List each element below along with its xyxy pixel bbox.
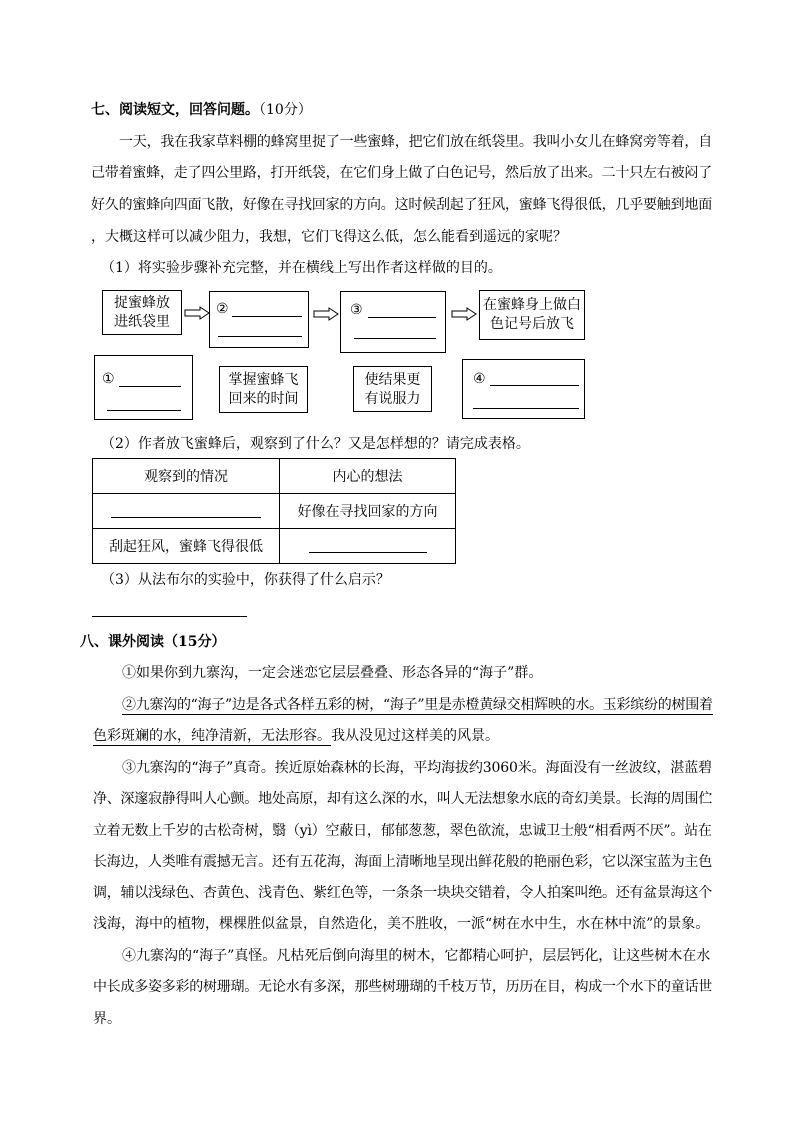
table-row: [93, 494, 456, 529]
answer-line-step-2b[interactable]: [218, 336, 302, 337]
paragraph-4-line-2: 中长成多姿多彩的树珊瑚。无论水有多深，那些树珊瑚的千枝万节，历历在目，构成一个水下的童话世: [93, 979, 712, 995]
table-cell-thought: 好像在寻找回家的方向: [280, 494, 456, 529]
paragraph-3-line-6: 浅海，海中的植物，棵棵胜似盆景，自然造化，美不胜收，一派“树在水中生，水在林中流”的景象。: [93, 916, 710, 932]
paragraph-4-line-1: ④九寨沟的“海子”真怪。凡枯死后倒向海里的树木，它都精心呵护，层层钙化，让这些树木在水: [122, 948, 711, 964]
paragraph-3-line-2: 净、深邃寂静得叫人心颤。地处高原，却有这么深的水，叫人无法想象水底的奇幻美景。长海的周围伫: [93, 791, 712, 807]
paragraph-2-line-2: [93, 726, 499, 746]
table-header-observed: 观察到的情况: [93, 459, 280, 494]
purpose-3-line-2: 有说服力: [364, 391, 421, 407]
paragraph-3-line-3: 立着无数上千岁的古松奇树，翳（yì）空蔽日，郁郁葱葱，翠色欲流，忠诚卫士般“相看两不厌”。站在: [93, 823, 712, 839]
passage-line-1: 一天，我在我家草料棚的蜂窝里捉了一些蜜蜂，把它们放在纸袋里。我叫小女儿在蜂窝旁等着，自: [119, 134, 712, 150]
table-header-thought: 内心的想法: [280, 459, 456, 494]
paragraph-3-line-5: 调，辅以浅绿色、杏黄色、浅青色、紫红色等，一条条一块块交错着，令人拍案叫绝。还有盆景海这个: [93, 885, 712, 901]
flow-step-3-blank: [340, 291, 446, 353]
answer-line-step-3a[interactable]: [368, 317, 436, 318]
flow-step-capture: [102, 290, 182, 335]
purpose-2-line-1: 掌握蜜蜂飞: [228, 372, 299, 388]
answer-line-purpose-4a[interactable]: [490, 385, 579, 386]
purpose-4-blank: [462, 359, 585, 419]
answer-line-purpose-1a[interactable]: [119, 386, 181, 387]
purpose-3-line-1: 使结果更: [364, 372, 421, 388]
purpose-3: [353, 366, 432, 412]
table-cell-observed: 刮起狂风，蜜蜂飞得很低: [93, 529, 280, 564]
flow-step-3-mark: ③: [350, 302, 363, 318]
paragraph-2-underlined-2: 色彩斑斓的水，纯净清新，无法形容。: [93, 728, 331, 744]
table-header-row: [93, 459, 456, 494]
purpose-2: [219, 366, 308, 413]
purpose-1-blank: [94, 355, 193, 420]
passage-line-4: ，大概这样可以减少阻力，我想，它们飞得这么低，怎么能看到遥远的家呢？: [91, 229, 567, 245]
answer-line-step-2a[interactable]: [232, 316, 302, 317]
flow-step-capture-line-1: 捉蜜蜂放: [114, 295, 170, 311]
purpose-4-mark: ④: [473, 371, 486, 387]
paragraph-2-rest: 我从没见过这样美的风景。: [331, 728, 499, 744]
answer-line-observed[interactable]: [111, 517, 261, 518]
flow-step-mark-release-line-1: 在蜜蜂身上做白: [483, 297, 581, 313]
answer-line-purpose-1b[interactable]: [107, 410, 181, 411]
section-7-title: 七、阅读短文，回答问题。: [91, 102, 259, 118]
section-7-score: （10分）: [259, 102, 312, 118]
paragraph-4-line-3: 界。: [93, 1011, 121, 1027]
answer-line-step-3b[interactable]: [354, 338, 436, 339]
answer-line-purpose-4b[interactable]: [473, 408, 579, 409]
flow-step-mark-release-line-2: 色记号后放飞: [490, 316, 574, 332]
section-7-heading: [91, 100, 312, 120]
flow-arrow-icon-2: [313, 307, 339, 321]
answer-line-thought[interactable]: [309, 552, 427, 553]
flow-arrow-icon-1: [184, 306, 210, 320]
section-8-title: 八、课外阅读（15分）: [80, 634, 226, 650]
flow-step-2-mark: ②: [216, 301, 229, 317]
paragraph-3-line-1: ③九寨沟的“海子”真奇。挨近原始森林的长海，平均海拔约3060米。海面没有一丝波纹，湛蓝碧: [122, 760, 712, 776]
question-1: （1）将实验步骤补充完整，并在横线上写出作者这样做的目的。: [101, 260, 502, 276]
passage-line-3: 好久的蜜蜂向四面飞散，好像在寻找回家的方向。这时候刮起了狂风，蜜蜂飞得很低，几乎要触到地面: [91, 197, 712, 213]
question-2: （2）作者放飞蜜蜂后，观察到了什么？又是怎样想的？请完成表格。: [101, 436, 530, 452]
purpose-2-line-2: 回来的时间: [228, 391, 299, 407]
paragraph-2-underlined-1: ②九寨沟的“海子”边是各式各样五彩的树，“海子”里是赤橙黄绿交相辉映的水。玉彩缤纷的树围着: [122, 697, 713, 713]
paragraph-1: ①如果你到九寨沟，一定会迷恋它层层叠叠、形态各异的“海子”群。: [122, 665, 543, 681]
paragraph-3-line-4: 长海边，人类唯有震撼无言。还有五花海，海面上清晰地呈现出鲜花般的艳丽色彩，它以深宝蓝为主色: [93, 854, 712, 870]
flow-step-2-blank: [209, 291, 309, 348]
answer-line-q3[interactable]: [92, 616, 247, 617]
table-row: [93, 529, 456, 564]
flow-step-capture-line-2: 进纸袋里: [114, 314, 170, 330]
table-cell-thought-blank[interactable]: [280, 529, 456, 564]
passage-line-2: 己带着蜜蜂，走了四公里路，打开纸袋，在它们身上做了白色记号，然后放了出来。二十只左右被闷了: [91, 165, 712, 181]
observation-table: [92, 458, 456, 564]
table-cell-observed-blank[interactable]: [93, 494, 280, 529]
flow-step-mark-release: [479, 290, 585, 340]
purpose-1-mark: ①: [102, 371, 115, 387]
flow-arrow-icon-3: [451, 307, 477, 321]
question-3: （3）从法布尔的实验中，你获得了什么启示？: [101, 572, 390, 588]
paragraph-2-line-1: [122, 695, 713, 715]
